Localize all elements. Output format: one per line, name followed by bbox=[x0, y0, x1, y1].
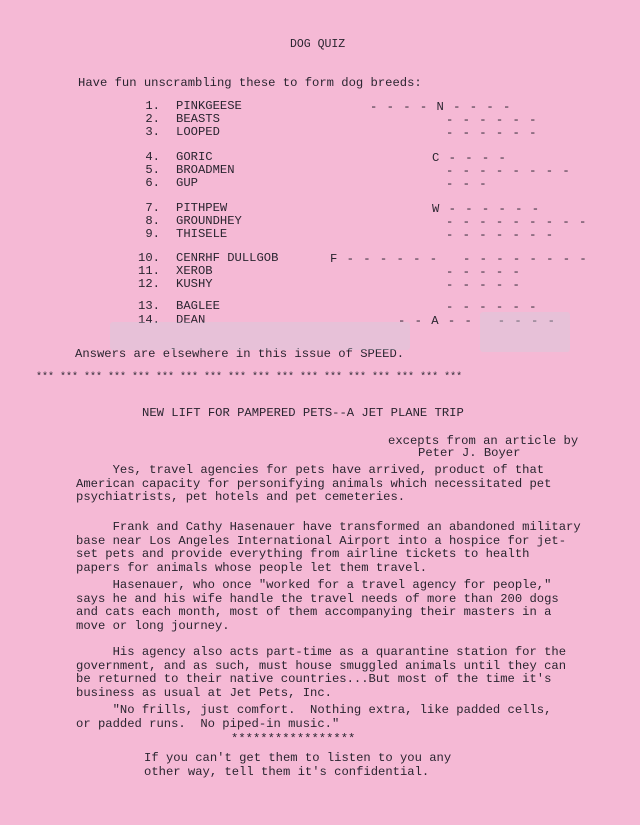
quiz-item-number: 3. bbox=[145, 125, 160, 139]
section-divider: *** *** *** *** *** *** *** *** *** *** *** *** *** *** *** *** *** *** bbox=[36, 372, 463, 383]
quiz-answers-note: Answers are elsewhere in this issue of SPEED. bbox=[75, 347, 405, 361]
quiz-item-number: 1. bbox=[145, 99, 160, 113]
quiz-item-scrambled-word: PITHPEW bbox=[176, 201, 228, 215]
quiz-item-number: 8. bbox=[145, 214, 160, 228]
article-author: Peter J. Boyer bbox=[418, 446, 521, 460]
quiz-item-scrambled-word: DEAN bbox=[176, 313, 206, 327]
quiz-item-number: 2. bbox=[145, 112, 160, 126]
article-paragraph: Yes, travel agencies for pets have arrived, product of that American capacity for personifying animals which necessitated pet psychiatrists, pet hotels and pet cemeteries. bbox=[76, 463, 552, 504]
quiz-item-answer-blanks: - - A - - - - - - bbox=[398, 314, 556, 328]
quiz-item-answer-blanks: - - - - - - - bbox=[446, 228, 555, 242]
quiz-item-answer-blanks: - - - - - - bbox=[446, 126, 538, 140]
quiz-item-answer-blanks: C - - - - bbox=[432, 151, 507, 165]
quiz-item-scrambled-word: KUSHY bbox=[176, 277, 213, 291]
quiz-item-scrambled-word: GORIC bbox=[176, 150, 213, 164]
quiz-title: DOG QUIZ bbox=[290, 38, 346, 51]
article-paragraph: His agency also acts part-time as a quarantine station for the government, and as such, must house smuggled animals until they can be returned to their native countries...But most of the time it's business as usual at Jet Pets, Inc. bbox=[76, 645, 567, 700]
article-paragraph: "No frills, just comfort. Nothing extra, like padded cells, or padded runs. No piped-in music." bbox=[76, 703, 552, 731]
quiz-item-number: 12. bbox=[138, 277, 160, 291]
quiz-item-answer-blanks: - - - - - - - - - bbox=[446, 215, 588, 229]
quiz-item-number: 11. bbox=[138, 264, 160, 278]
article-title: NEW LIFT FOR PAMPERED PETS--A JET PLANE TRIP bbox=[142, 406, 464, 420]
quiz-item-answer-blanks: W - - - - - - bbox=[432, 202, 541, 216]
article-paragraph: Frank and Cathy Hasenauer have transformed an abandoned military base near Los Angeles International Airport into a hospice for jet- set pets and provide everything from airline tickets to health papers for animals whose people let them travel. bbox=[76, 520, 581, 575]
quiz-item-number: 14. bbox=[138, 313, 160, 327]
quiz-item-scrambled-word: GUP bbox=[176, 176, 198, 190]
smudge-mark bbox=[110, 322, 410, 350]
quiz-item-number: 6. bbox=[145, 176, 160, 190]
closing-quote: If you can't get them to listen to you any other way, tell them it's confidential. bbox=[144, 751, 452, 779]
quiz-item-answer-blanks: - - - - - - - - bbox=[446, 164, 571, 178]
quiz-item-scrambled-word: PINKGEESE bbox=[176, 99, 242, 113]
article-paragraph: Hasenauer, who once "worked for a travel agency for people," says he and his wife handle the travel needs of more than 200 dogs and cats each month, most of them accompanying their masters in a move or long journey. bbox=[76, 578, 559, 633]
quiz-item-number: 5. bbox=[145, 163, 160, 177]
smudge-mark bbox=[480, 312, 570, 352]
quiz-item-answer-blanks: - - - - - - bbox=[446, 300, 538, 314]
quiz-item-number: 13. bbox=[138, 299, 160, 313]
quiz-item-scrambled-word: XEROB bbox=[176, 264, 213, 278]
article-byline: excepts from an article by bbox=[388, 434, 579, 448]
quiz-item-scrambled-word: LOOPED bbox=[176, 125, 220, 139]
quiz-item-scrambled-word: BAGLEE bbox=[176, 299, 220, 313]
quiz-item-number: 7. bbox=[145, 201, 160, 215]
quiz-item-number: 10. bbox=[138, 251, 160, 265]
quiz-item-scrambled-word: GROUNDHEY bbox=[176, 214, 242, 228]
quiz-item-answer-blanks: - - - - - - bbox=[446, 113, 538, 127]
quiz-item-number: 9. bbox=[145, 227, 160, 241]
quiz-item-number: 4. bbox=[145, 150, 160, 164]
quiz-intro: Have fun unscrambling these to form dog breeds: bbox=[78, 76, 422, 90]
quiz-item-answer-blanks: F - - - - - - - - - - - - - - bbox=[330, 252, 588, 266]
quiz-item-answer-blanks: - - - - N - - - - bbox=[370, 100, 512, 114]
quiz-item-scrambled-word: THISELE bbox=[176, 227, 228, 241]
quiz-item-answer-blanks: - - - - - bbox=[446, 265, 521, 279]
quiz-item-scrambled-word: BROADMEN bbox=[176, 163, 235, 177]
quiz-item-answer-blanks: - - - bbox=[446, 177, 488, 191]
quiz-item-answer-blanks: - - - - - bbox=[446, 278, 521, 292]
quiz-item-scrambled-word: BEASTS bbox=[176, 112, 220, 126]
stars-divider: ***************** bbox=[231, 732, 356, 746]
quiz-item-scrambled-word: CENRHF DULLGOB bbox=[176, 251, 279, 265]
